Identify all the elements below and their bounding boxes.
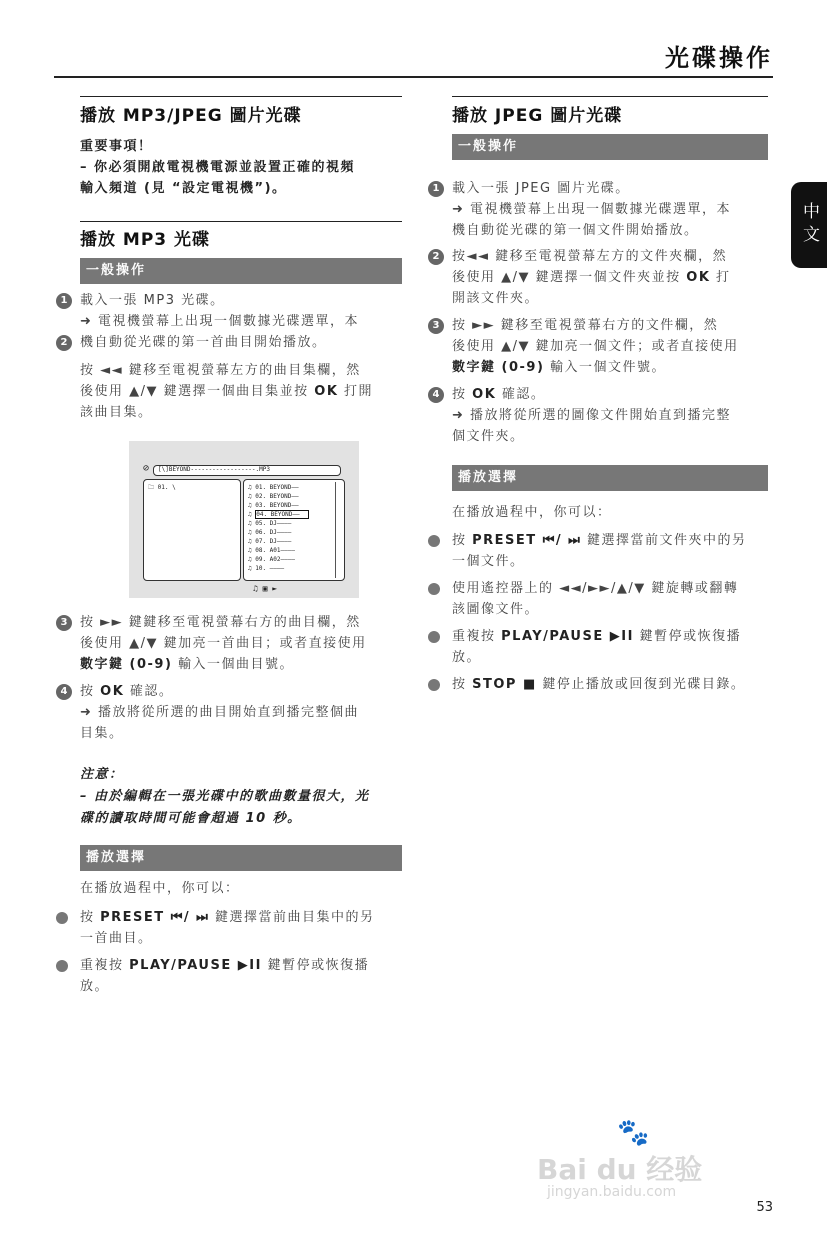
bullet — [56, 912, 68, 924]
step-text: 後使用 ▲/▼ 鍵選擇一個文件夾並按 OK 打 — [452, 270, 731, 285]
bullet-text: 按 PRESET ⏮/ ⏭ 鍵選擇當前文件夾中的另 — [452, 533, 747, 548]
bullet-text: 一個文件。 — [452, 554, 525, 569]
step-text: ➜ 電視機螢幕上出現一個數據光碟選單，本 — [452, 202, 732, 217]
header-rule — [54, 76, 773, 78]
step-text: 按 ◄◄ 鍵移至電視螢幕左方的曲目集欄，然 — [80, 363, 361, 378]
note-text: – 由於編輯在一張光碟中的歌曲數量很大，光 — [80, 789, 370, 804]
path-bar — [153, 465, 341, 476]
baidu-watermark — [537, 1118, 777, 1208]
bullet — [428, 583, 440, 595]
step-number-3: 3 — [428, 318, 444, 334]
bullet-text: 使用遙控器上的 ◄◄/►►/▲/▼ 鍵旋轉或翻轉 — [452, 581, 739, 596]
mp3-menu-screenshot — [129, 441, 359, 598]
note-text: 碟的讀取時間可能會超過 10 秒。 — [80, 811, 302, 826]
page-title: 光碟操作 — [665, 44, 773, 72]
path-text: [\]BEYOND------------------.MP3 — [158, 466, 270, 473]
bullet-text: 重複按 PLAY/PAUSE ▶II 鍵暫停或恢復播 — [452, 629, 742, 644]
step-text: 載入一張 MP3 光碟。 — [80, 293, 225, 308]
track-item: ♫ 08. A01———— — [248, 547, 295, 554]
step-number-4: 4 — [56, 684, 72, 700]
track-item: ♫ 02. BEYOND—— — [248, 493, 299, 500]
bullet — [428, 535, 440, 547]
track-item: ♫ 05. DJ———— — [248, 520, 292, 527]
section-rule — [80, 96, 402, 97]
step-text: ➜ 播放將從所選的曲目開始直到播完整個曲 — [80, 705, 360, 720]
section-title-jpeg: 播放 JPEG 圖片光碟 — [452, 106, 623, 126]
step-text: 機自動從光碟的第一個文件開始播放。 — [452, 223, 699, 238]
play-intro: 在播放過程中，你可以： — [80, 881, 240, 896]
step-text: 數字鍵 (0-9) 輸入一個文件號。 — [452, 360, 667, 375]
disc-icon: ⊘ — [143, 463, 150, 474]
bullet-text: 重複按 PLAY/PAUSE ▶II 鍵暫停或恢復播 — [80, 958, 370, 973]
step-text: 開該文件夾。 — [452, 291, 540, 306]
bullet-text: 放。 — [452, 650, 482, 665]
important-text: – 你必須開啟電視機電源並設置正確的視頻 — [80, 160, 356, 175]
step-text: 目集。 — [80, 726, 124, 741]
play-selection-bar: 播放選擇 — [80, 845, 402, 871]
folder-item: 🗀 01. \ — [148, 484, 176, 491]
watermark-logo-text: Bai du 经验 — [537, 1153, 703, 1186]
status-icons: ♫ ▣ ► — [253, 584, 278, 593]
track-item: ♫ 09. A02———— — [248, 556, 295, 563]
bullet-text: 按 PRESET ⏮/ ⏭ 鍵選擇當前曲目集中的另 — [80, 910, 375, 925]
step-number-2: 2 — [56, 335, 72, 351]
language-tab: 中文 — [791, 182, 827, 268]
step-number-1: 1 — [428, 181, 444, 197]
section-rule — [452, 96, 768, 97]
step-text: 後使用 ▲/▼ 鍵選擇一個曲目集並按 OK 打開 — [80, 384, 374, 399]
step-text: 按◄◄ 鍵移至電視螢幕左方的文件夾欄，然 — [452, 249, 728, 264]
step-text: 載入一張 JPEG 圖片光碟。 — [452, 181, 630, 196]
step-text: 該曲目集。 — [80, 405, 153, 420]
section-rule — [80, 221, 402, 222]
general-operation-bar: 一般操作 — [80, 258, 402, 284]
bullet — [428, 631, 440, 643]
bullet — [428, 679, 440, 691]
bullet-text: 按 STOP ■ 鍵停止播放或回復到光碟目錄。 — [452, 677, 746, 692]
step-text: 機自動從光碟的第一首曲目開始播放。 — [80, 335, 327, 350]
step-text: 數字鍵 (0-9) 輸入一個曲目號。 — [80, 657, 295, 672]
section-title-mp3: 播放 MP3 光碟 — [80, 230, 211, 250]
step-text: ➜ 電視機螢幕上出現一個數據光碟選單，本 — [80, 314, 360, 329]
step-text: 個文件夾。 — [452, 429, 525, 444]
page-number: 53 — [756, 1200, 773, 1215]
step-text: 按 ►► 鍵鍵移至電視螢幕右方的曲目欄，然 — [80, 615, 361, 630]
important-text: 輸入頻道 (見 “設定電視機”)。 — [80, 181, 287, 196]
step-text: 按 OK 確認。 — [452, 387, 546, 402]
track-item: ♫ 07. DJ———— — [248, 538, 292, 545]
paw-icon: 🐾 — [617, 1118, 650, 1148]
step-text: 按 ►► 鍵移至電視螢幕右方的文件欄，然 — [452, 318, 719, 333]
step-number-4: 4 — [428, 387, 444, 403]
note-title: 注意： — [80, 767, 124, 782]
track-item-selected: ♫ 04. BEYOND—— — [248, 510, 309, 519]
step-text: 後使用 ▲/▼ 鍵加亮一個文件；或者直接使用 — [452, 339, 739, 354]
general-operation-bar: 一般操作 — [452, 134, 768, 160]
track-item: ♫ 01. BEYOND—— — [248, 484, 299, 491]
bullet — [56, 960, 68, 972]
bullet-text: 該圖像文件。 — [452, 602, 540, 617]
watermark-url: jingyan.baidu.com — [547, 1184, 677, 1200]
scrollbar — [335, 482, 342, 578]
step-text: ➜ 播放將從所選的圖像文件開始直到播完整 — [452, 408, 732, 423]
step-text: 按 OK 確認。 — [80, 684, 174, 699]
section-title-mp3-jpeg: 播放 MP3/JPEG 圖片光碟 — [80, 106, 302, 126]
important-title: 重要事項！ — [80, 139, 153, 154]
step-number-2: 2 — [428, 249, 444, 265]
step-number-1: 1 — [56, 293, 72, 309]
step-text: 後使用 ▲/▼ 鍵加亮一首曲目；或者直接使用 — [80, 636, 367, 651]
bullet-text: 放。 — [80, 979, 110, 994]
track-panel — [243, 479, 345, 581]
bullet-text: 一首曲目。 — [80, 931, 153, 946]
play-selection-bar: 播放選擇 — [452, 465, 768, 491]
track-item: ♫ 10. ———— — [248, 565, 285, 572]
track-item: ♫ 03. BEYOND—— — [248, 502, 299, 509]
folder-panel — [143, 479, 241, 581]
step-number-3: 3 — [56, 615, 72, 631]
play-intro: 在播放過程中，你可以： — [452, 505, 612, 520]
track-item: ♫ 06. DJ———— — [248, 529, 292, 536]
